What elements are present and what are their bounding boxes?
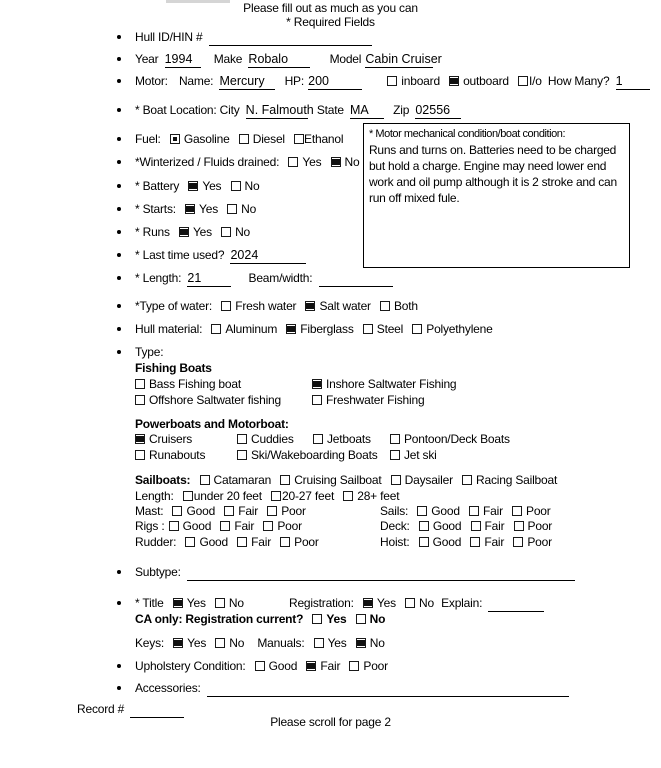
bullet-marker [117, 184, 121, 188]
starts-no-label: No [241, 202, 257, 216]
bass-checkbox[interactable] [135, 379, 145, 389]
pontoon-option [390, 432, 510, 447]
motor-condition-text: Runs and turns on. Batteries need to be charged but hold a charge. Engine may need lower end work and oil pump although it is 2 stroke and can run off mixed fule. [369, 143, 617, 205]
rudder-good-label: Good [199, 535, 228, 549]
make-value: Robalo [248, 52, 289, 66]
runs-yes-label: Yes [192, 225, 212, 239]
aluminum-checkbox[interactable] [211, 324, 221, 334]
scroll-note: Please scroll for page 2 [270, 715, 391, 729]
year-field[interactable] [165, 52, 201, 68]
under20-label: under 20 feet [193, 489, 262, 503]
ski-checkbox[interactable] [237, 450, 247, 460]
jetboats-checkbox[interactable] [313, 434, 323, 444]
mast-good-label: Good [186, 504, 216, 518]
zip-value: 02556 [415, 103, 451, 117]
hoist-rating [380, 535, 552, 550]
make-label: Make [213, 52, 243, 66]
city-field[interactable] [245, 103, 314, 119]
freshwater-label: Freshwater Fishing [326, 393, 425, 407]
upholstery-fair-checkbox[interactable] [306, 661, 316, 671]
sails-good-label: Good [431, 504, 460, 518]
sailboats-title: Sailboats: [135, 473, 191, 487]
jetski-option [390, 448, 437, 463]
bullet-marker [117, 253, 121, 257]
bullet-marker [117, 230, 121, 234]
runs-no-label: No [235, 225, 251, 239]
subtype-label: Subtype: [135, 565, 181, 579]
boat-location-label: * Boat Location: City [135, 103, 240, 117]
io-label: I/o [528, 74, 542, 88]
winterized-row [135, 155, 359, 171]
rigs-good-label: Good [182, 519, 212, 533]
fiberglass-label: Fiberglass [300, 322, 354, 336]
polyethylene-label: Polyethylene [426, 322, 493, 336]
rigs-good-checkbox[interactable] [169, 521, 179, 531]
motor-name-label: Name: [178, 74, 214, 88]
water-type-label: *Type of water: [135, 299, 213, 313]
year-label: Year [135, 52, 159, 66]
model-value: Cabin Cruiser [365, 52, 442, 66]
runabouts-option [135, 448, 205, 463]
mast-label: Mast: [135, 504, 164, 518]
title-yes-checkbox[interactable] [173, 598, 183, 608]
hoist-good-label: Good [432, 535, 462, 549]
both-water-label: Both [393, 299, 418, 313]
offshore-checkbox[interactable] [135, 395, 145, 405]
last-used-label: * Last time used? [135, 248, 225, 262]
powerboats-title: Powerboats and Motorboat: [135, 417, 289, 431]
last-used-value: 2024 [230, 248, 259, 262]
manuals-yes-label: Yes [327, 636, 347, 650]
pontoon-label: Pontoon/Deck Boats [404, 432, 510, 446]
sails-fair-label: Fair [483, 504, 503, 518]
sail-length-row [135, 489, 399, 505]
winterized-no-checkbox[interactable] [331, 157, 341, 167]
ca-no-checkbox[interactable] [356, 614, 366, 624]
ca-yes-label: Yes [326, 612, 347, 626]
keys-manuals-row [135, 636, 385, 652]
winterized-yes-checkbox[interactable] [288, 157, 298, 167]
runs-label: * Runs [135, 225, 170, 239]
year-value: 1994 [164, 52, 193, 66]
starts-row [135, 202, 256, 218]
keys-no-checkbox[interactable] [215, 638, 225, 648]
bullet-marker [117, 137, 121, 141]
fresh-water-label: Fresh water [235, 299, 297, 313]
ski-option [237, 448, 378, 463]
jetboats-label: Jetboats [327, 432, 371, 446]
state-label: State [316, 103, 344, 117]
manuals-yes-checkbox[interactable] [314, 638, 324, 648]
required-fields-note: * Required Fields [286, 15, 375, 29]
cuddies-option [237, 432, 294, 447]
motor-condition-box[interactable] [363, 123, 630, 268]
manuals-label: Manuals: [257, 636, 305, 650]
boat-location-row [135, 103, 461, 119]
model-field[interactable] [365, 52, 442, 68]
bullet-marker [117, 79, 121, 83]
fishing-boats-header [135, 361, 212, 377]
bullet-marker [117, 108, 121, 112]
upholstery-good-checkbox[interactable] [255, 661, 265, 671]
ethanol-label: Ethanol [304, 132, 344, 146]
racing-sailboat-checkbox[interactable] [462, 475, 472, 485]
bullet-marker [117, 664, 121, 668]
catamaran-checkbox[interactable] [200, 475, 210, 485]
cruisers-option [135, 432, 192, 447]
water-type-row [135, 299, 418, 315]
bullet-marker [117, 276, 121, 280]
keys-yes-label: Yes [187, 636, 207, 650]
rigs-deck-row [135, 519, 655, 535]
fishing-boats-title: Fishing Boats [135, 361, 212, 375]
deck-poor-label: Poor [527, 519, 553, 533]
diesel-checkbox[interactable] [239, 134, 249, 144]
title-registration-row [135, 596, 544, 612]
manuals-no-checkbox[interactable] [356, 638, 366, 648]
bullet-marker [117, 304, 121, 308]
runs-yes-checkbox[interactable] [179, 227, 189, 237]
ca-yes-checkbox[interactable] [312, 614, 322, 624]
gasoline-label: Gasoline [183, 132, 230, 146]
rigs-poor-label: Poor [277, 519, 302, 533]
length-value: 21 [187, 271, 202, 285]
rudder-poor-checkbox[interactable] [280, 537, 290, 547]
form-instruction: Please fill out as much as you can [243, 1, 418, 15]
diesel-label: Diesel [252, 132, 285, 146]
salt-water-label: Salt water [319, 299, 371, 313]
ski-label: Ski/Wakeboarding Boats [251, 448, 378, 462]
ethanol-checkbox[interactable] [294, 134, 304, 144]
bullet-marker [117, 207, 121, 211]
mast-fair-checkbox[interactable] [224, 506, 234, 516]
hoist-poor-label: Poor [527, 535, 552, 549]
bullet-marker [117, 686, 121, 690]
runabouts-checkbox[interactable] [135, 450, 145, 460]
racing-sailboat-label: Racing Sailboat [476, 473, 558, 487]
inboard-checkbox[interactable] [387, 76, 397, 86]
battery-label: * Battery [135, 179, 180, 193]
outboard-checkbox[interactable] [449, 76, 459, 86]
mast-rating [135, 504, 306, 519]
starts-yes-label: Yes [199, 202, 219, 216]
motor-row [135, 74, 650, 90]
motor-condition-title: * Motor mechanical condition/boat condition: [369, 128, 566, 140]
bullet-marker [117, 350, 121, 354]
starts-yes-checkbox[interactable] [185, 204, 195, 214]
inshore-option [312, 377, 456, 392]
cruising-sailboat-checkbox[interactable] [280, 475, 290, 485]
hull-id-label: Hull ID/HIN # [135, 30, 203, 44]
type-row [135, 345, 163, 361]
freshwater-checkbox[interactable] [312, 395, 322, 405]
explain-field[interactable] [488, 596, 544, 612]
offshore-option [135, 393, 281, 408]
upholstery-fair-label: Fair [320, 659, 341, 673]
registration-no-checkbox[interactable] [405, 598, 415, 608]
runs-row [135, 225, 250, 241]
subtype-row [135, 565, 575, 581]
fuel-row [135, 132, 343, 148]
daysailer-label: Daysailer [404, 473, 453, 487]
rigs-fair-label: Fair [234, 519, 255, 533]
rigs-fair-checkbox[interactable] [220, 521, 230, 531]
deck-good-checkbox[interactable] [419, 521, 429, 531]
inboard-label: inboard [401, 74, 440, 88]
deck-fair-label: Fair [484, 519, 505, 533]
keys-label: Keys: [135, 636, 165, 650]
mast-poor-checkbox[interactable] [267, 506, 277, 516]
battery-no-label: No [244, 179, 260, 193]
pontoon-checkbox[interactable] [390, 434, 400, 444]
rudder-good-checkbox[interactable] [185, 537, 195, 547]
mast-sails-row [135, 504, 655, 520]
ca-no-label: No [369, 612, 386, 626]
ca-registration-row [135, 612, 385, 628]
cruisers-label: Cruisers [149, 432, 193, 446]
plus28-checkbox[interactable] [343, 491, 353, 501]
state-field[interactable] [350, 103, 384, 119]
type-label: Type: [135, 345, 164, 359]
registration-yes-checkbox[interactable] [363, 598, 373, 608]
under20-checkbox[interactable] [183, 491, 193, 501]
bass-label: Bass Fishing boat [149, 377, 241, 391]
motor-name-field[interactable] [219, 74, 275, 90]
winterized-yes-label: Yes [302, 155, 322, 169]
deck-rating [380, 519, 552, 534]
motor-name-value: Mercury [219, 74, 265, 88]
beam-field[interactable] [319, 271, 393, 287]
sailboats-row [135, 473, 557, 489]
hoist-fair-label: Fair [484, 535, 505, 549]
both-water-checkbox[interactable] [380, 301, 390, 311]
ca-label: CA only: Registration current? [135, 612, 304, 626]
jetski-checkbox[interactable] [390, 450, 400, 460]
year-make-model-row [135, 52, 442, 68]
starts-no-checkbox[interactable] [227, 204, 237, 214]
sails-fair-checkbox[interactable] [469, 506, 479, 516]
motor-label: Motor: [135, 74, 168, 88]
rudder-label: Rudder: [135, 535, 177, 549]
rudder-poor-label: Poor [294, 535, 319, 549]
battery-row [135, 179, 259, 195]
inshore-label: Inshore Saltwater Fishing [326, 377, 457, 391]
cruisers-checkbox[interactable] [135, 434, 145, 444]
zip-field[interactable] [415, 103, 461, 119]
steel-label: Steel [376, 322, 404, 336]
battery-no-checkbox[interactable] [231, 181, 241, 191]
hull-id-field[interactable] [209, 30, 372, 46]
hoist-poor-checkbox[interactable] [513, 537, 523, 547]
keys-no-label: No [229, 636, 245, 650]
sails-label: Sails: [380, 504, 409, 518]
plus28-label: 28+ feet [357, 489, 400, 503]
fresh-water-checkbox[interactable] [221, 301, 231, 311]
registration-label: Registration: [288, 596, 354, 610]
rudder-fair-checkbox[interactable] [237, 537, 247, 547]
powerboats-row-1 [135, 432, 655, 448]
freshwater-option [312, 393, 424, 408]
make-field[interactable] [248, 52, 310, 68]
daysailer-checkbox[interactable] [391, 475, 401, 485]
how-many-value: 1 [615, 74, 623, 88]
offshore-label: Offshore Saltwater fishing [149, 393, 281, 407]
registration-yes-label: Yes [376, 596, 396, 610]
jetboats-option [313, 432, 371, 447]
last-used-row [135, 248, 306, 264]
explain-label: Explain: [441, 596, 483, 610]
rudder-rating [135, 535, 319, 550]
powerboats-header [135, 417, 289, 433]
beam-label: Beam/width: [248, 271, 313, 285]
hull-material-label: Hull material: [135, 322, 203, 336]
accessories-field[interactable] [207, 681, 569, 697]
bullet-marker [117, 601, 121, 605]
rigs-label: Rigs : [135, 519, 165, 533]
upholstery-good-label: Good [268, 659, 298, 673]
sail-length-label: Length: [135, 489, 174, 503]
mast-poor-label: Poor [281, 504, 306, 518]
rudder-fair-label: Fair [251, 535, 272, 549]
deck-fair-checkbox[interactable] [471, 521, 481, 531]
hoist-fair-checkbox[interactable] [470, 537, 480, 547]
how-many-label: How Many? [547, 74, 610, 88]
catamaran-label: Catamaran [213, 473, 272, 487]
mid-length-checkbox[interactable] [271, 491, 281, 501]
accessories-row [135, 681, 569, 697]
fuel-label: Fuel: [135, 132, 161, 146]
mid-length-label: 20-27 feet [282, 489, 335, 503]
jetski-label: Jet ski [404, 448, 437, 462]
length-field[interactable] [187, 271, 231, 287]
fishing-row-2 [135, 393, 655, 409]
title-no-label: No [228, 596, 244, 610]
length-row [135, 271, 393, 287]
mast-fair-label: Fair [238, 504, 259, 518]
bullet-marker [117, 570, 121, 574]
cuddies-checkbox[interactable] [237, 434, 247, 444]
deck-good-label: Good [432, 519, 462, 533]
sails-poor-checkbox[interactable] [512, 506, 522, 516]
winterized-label: *Winterized / Fluids drained: [135, 155, 280, 169]
upholstery-row [135, 659, 388, 675]
how-many-field[interactable] [616, 74, 650, 90]
rigs-poor-checkbox[interactable] [263, 521, 273, 531]
cuddies-label: Cuddies [251, 432, 294, 446]
registration-no-label: No [419, 596, 434, 610]
hp-value: 200 [308, 74, 329, 88]
keys-yes-checkbox[interactable] [173, 638, 183, 648]
runs-no-checkbox[interactable] [221, 227, 231, 237]
hull-material-row [135, 322, 493, 338]
battery-yes-label: Yes [202, 179, 222, 193]
mast-good-checkbox[interactable] [172, 506, 182, 516]
aluminum-label: Aluminum [225, 322, 278, 336]
starts-label: * Starts: [135, 202, 176, 216]
hp-field[interactable] [308, 74, 362, 90]
title-no-checkbox[interactable] [215, 598, 225, 608]
accessories-label: Accessories: [135, 681, 201, 695]
sails-rating [380, 504, 551, 519]
sails-poor-label: Poor [526, 504, 551, 518]
city-value: N. Falmouth [245, 103, 314, 117]
record-label: Record # [77, 702, 125, 716]
bullet-marker [117, 160, 121, 164]
bullet-marker [117, 57, 121, 61]
deck-label: Deck: [380, 519, 410, 533]
bullet-marker [117, 35, 121, 39]
manuals-no-label: No [369, 636, 385, 650]
io-checkbox[interactable] [518, 76, 528, 86]
hull-id-row [135, 30, 372, 46]
length-label: * Length: [135, 271, 182, 285]
fiberglass-checkbox[interactable] [286, 324, 296, 334]
upholstery-label: Upholstery Condition: [135, 659, 246, 673]
hoist-good-checkbox[interactable] [419, 537, 429, 547]
rudder-hoist-row [135, 535, 655, 551]
battery-yes-checkbox[interactable] [188, 181, 198, 191]
hp-label: HP: [284, 74, 304, 88]
upholstery-poor-label: Poor [363, 659, 388, 673]
polyethylene-checkbox[interactable] [412, 324, 422, 334]
outboard-label: outboard [463, 74, 509, 88]
subtype-field[interactable] [187, 565, 575, 581]
last-used-field[interactable] [230, 248, 306, 264]
bass-option [135, 377, 241, 392]
powerboats-row-2 [135, 448, 655, 464]
inshore-checkbox[interactable] [312, 379, 322, 389]
zip-label: Zip [393, 103, 410, 117]
runabouts-label: Runabouts [149, 448, 206, 462]
deck-poor-checkbox[interactable] [514, 521, 524, 531]
rigs-rating [135, 519, 302, 534]
fishing-row-1 [135, 377, 655, 393]
model-label: Model [329, 52, 362, 66]
upholstery-poor-checkbox[interactable] [349, 661, 359, 671]
bullet-marker [117, 327, 121, 331]
sails-good-checkbox[interactable] [417, 506, 427, 516]
hoist-label: Hoist: [380, 535, 410, 549]
steel-checkbox[interactable] [363, 324, 373, 334]
state-value: MA [349, 103, 369, 117]
title-yes-label: Yes [186, 596, 206, 610]
title-label: * Title [135, 596, 164, 610]
salt-water-checkbox[interactable] [305, 301, 315, 311]
gasoline-checkbox[interactable] [170, 134, 180, 144]
winterized-no-label: No [344, 155, 360, 169]
cruising-sailboat-label: Cruising Sailboat [294, 473, 382, 487]
